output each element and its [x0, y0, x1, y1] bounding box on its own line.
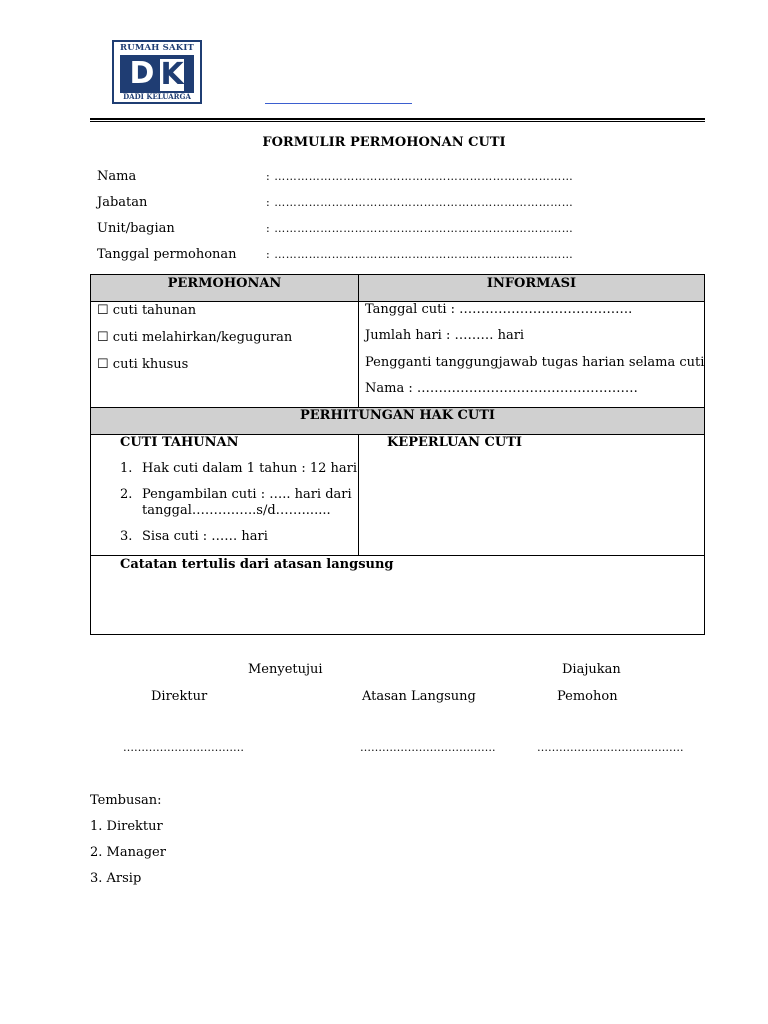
info-pengganti-label: Pengganti tanggungjawab tugas harian selama cuti [365, 355, 705, 370]
signature-line-pemohon[interactable]: …………………………………. [537, 741, 684, 754]
option-cuti-khusus[interactable]: ☐ cuti khusus [97, 357, 189, 372]
field-input-jabatan[interactable]: : …………………………………………………………………… [266, 196, 574, 209]
atasan-langsung-label: Atasan Langsung [362, 689, 476, 704]
keperluan-cuti-title: KEPERLUAN CUTI [387, 435, 522, 450]
pemohon-label: Pemohon [557, 689, 618, 704]
field-input-tanggal[interactable]: : …………………………………………………………………… [266, 248, 574, 261]
item-sisa-cuti[interactable]: Sisa cuti : …… hari [142, 529, 268, 544]
item-hak-cuti: Hak cuti dalam 1 tahun : 12 hari [142, 461, 358, 476]
logo-bottom-text: DADI KELUARGA [123, 92, 191, 101]
hyperlink-underline[interactable] [265, 103, 412, 104]
option-cuti-melahirkan[interactable]: ☐ cuti melahirkan/keguguran [97, 330, 293, 345]
table-col-divider [358, 274, 359, 407]
tembusan-item: 1. Direktur [90, 819, 163, 834]
logo-monogram [120, 55, 194, 93]
tembusan-item: 3. Arsip [90, 871, 142, 886]
perhitungan-header: PERHITUNGAN HAK CUTI [300, 408, 495, 423]
tembusan-item: 2. Manager [90, 845, 166, 860]
item-number: 1. [120, 461, 133, 476]
field-label-tanggal: Tanggal permohonan [97, 247, 237, 262]
checkbox-icon: ☐ [97, 357, 109, 372]
header-rule-thin [90, 121, 705, 122]
field-label-nama: Nama [97, 169, 137, 184]
col-header-informasi: INFORMASI [486, 276, 577, 291]
checkbox-icon: ☐ [97, 330, 109, 345]
item-pengambilan-tanggal[interactable]: tanggal……….…..s/d……....... [142, 503, 331, 518]
catatan-atasan-label: Catatan tertulis dari atasan langsung [120, 557, 394, 572]
field-input-nama[interactable]: : …………………………………………………………………… [266, 170, 574, 183]
table-col-divider [358, 434, 359, 555]
logo-letter-k: K [160, 56, 188, 92]
tembusan-title: Tembusan: [90, 793, 162, 808]
field-label-unit: Unit/bagian [97, 221, 175, 236]
signature-line-atasan[interactable]: ………………………………. [360, 741, 496, 754]
hospital-logo [112, 40, 202, 104]
header-rule-thick [90, 118, 705, 120]
menyetujui-label: Menyetujui [248, 662, 323, 677]
info-jumlah-hari[interactable]: Jumlah hari : ……… hari [365, 328, 525, 343]
option-cuti-tahunan[interactable]: ☐ cuti tahunan [97, 303, 197, 318]
field-input-unit[interactable]: : …………………………………………………………………… [266, 222, 574, 235]
direktur-label: Direktur [151, 689, 208, 704]
item-pengambilan-cuti[interactable]: Pengambilan cuti : ….. hari dari [142, 487, 352, 502]
item-number: 2. [120, 487, 133, 502]
col-header-permohonan: PERMOHONAN [167, 276, 282, 291]
checkbox-icon: ☐ [97, 303, 109, 318]
cuti-tahunan-title: CUTI TAHUNAN [120, 435, 239, 450]
table-divider [90, 555, 705, 556]
logo-letter-d: D [129, 56, 159, 91]
logo-top-text: RUMAH SAKIT [119, 43, 195, 53]
item-number: 3. [120, 529, 133, 544]
form-title: FORMULIR PERMOHONAN CUTI [262, 135, 506, 150]
field-label-jabatan: Jabatan [97, 195, 148, 210]
info-tanggal-cuti[interactable]: Tanggal cuti : …………………………………. [365, 302, 633, 317]
info-nama-pengganti[interactable]: Nama : …………………………………………… [365, 381, 638, 396]
diajukan-label: Diajukan [562, 662, 621, 677]
signature-line-direktur[interactable]: …………………………… [123, 741, 244, 754]
